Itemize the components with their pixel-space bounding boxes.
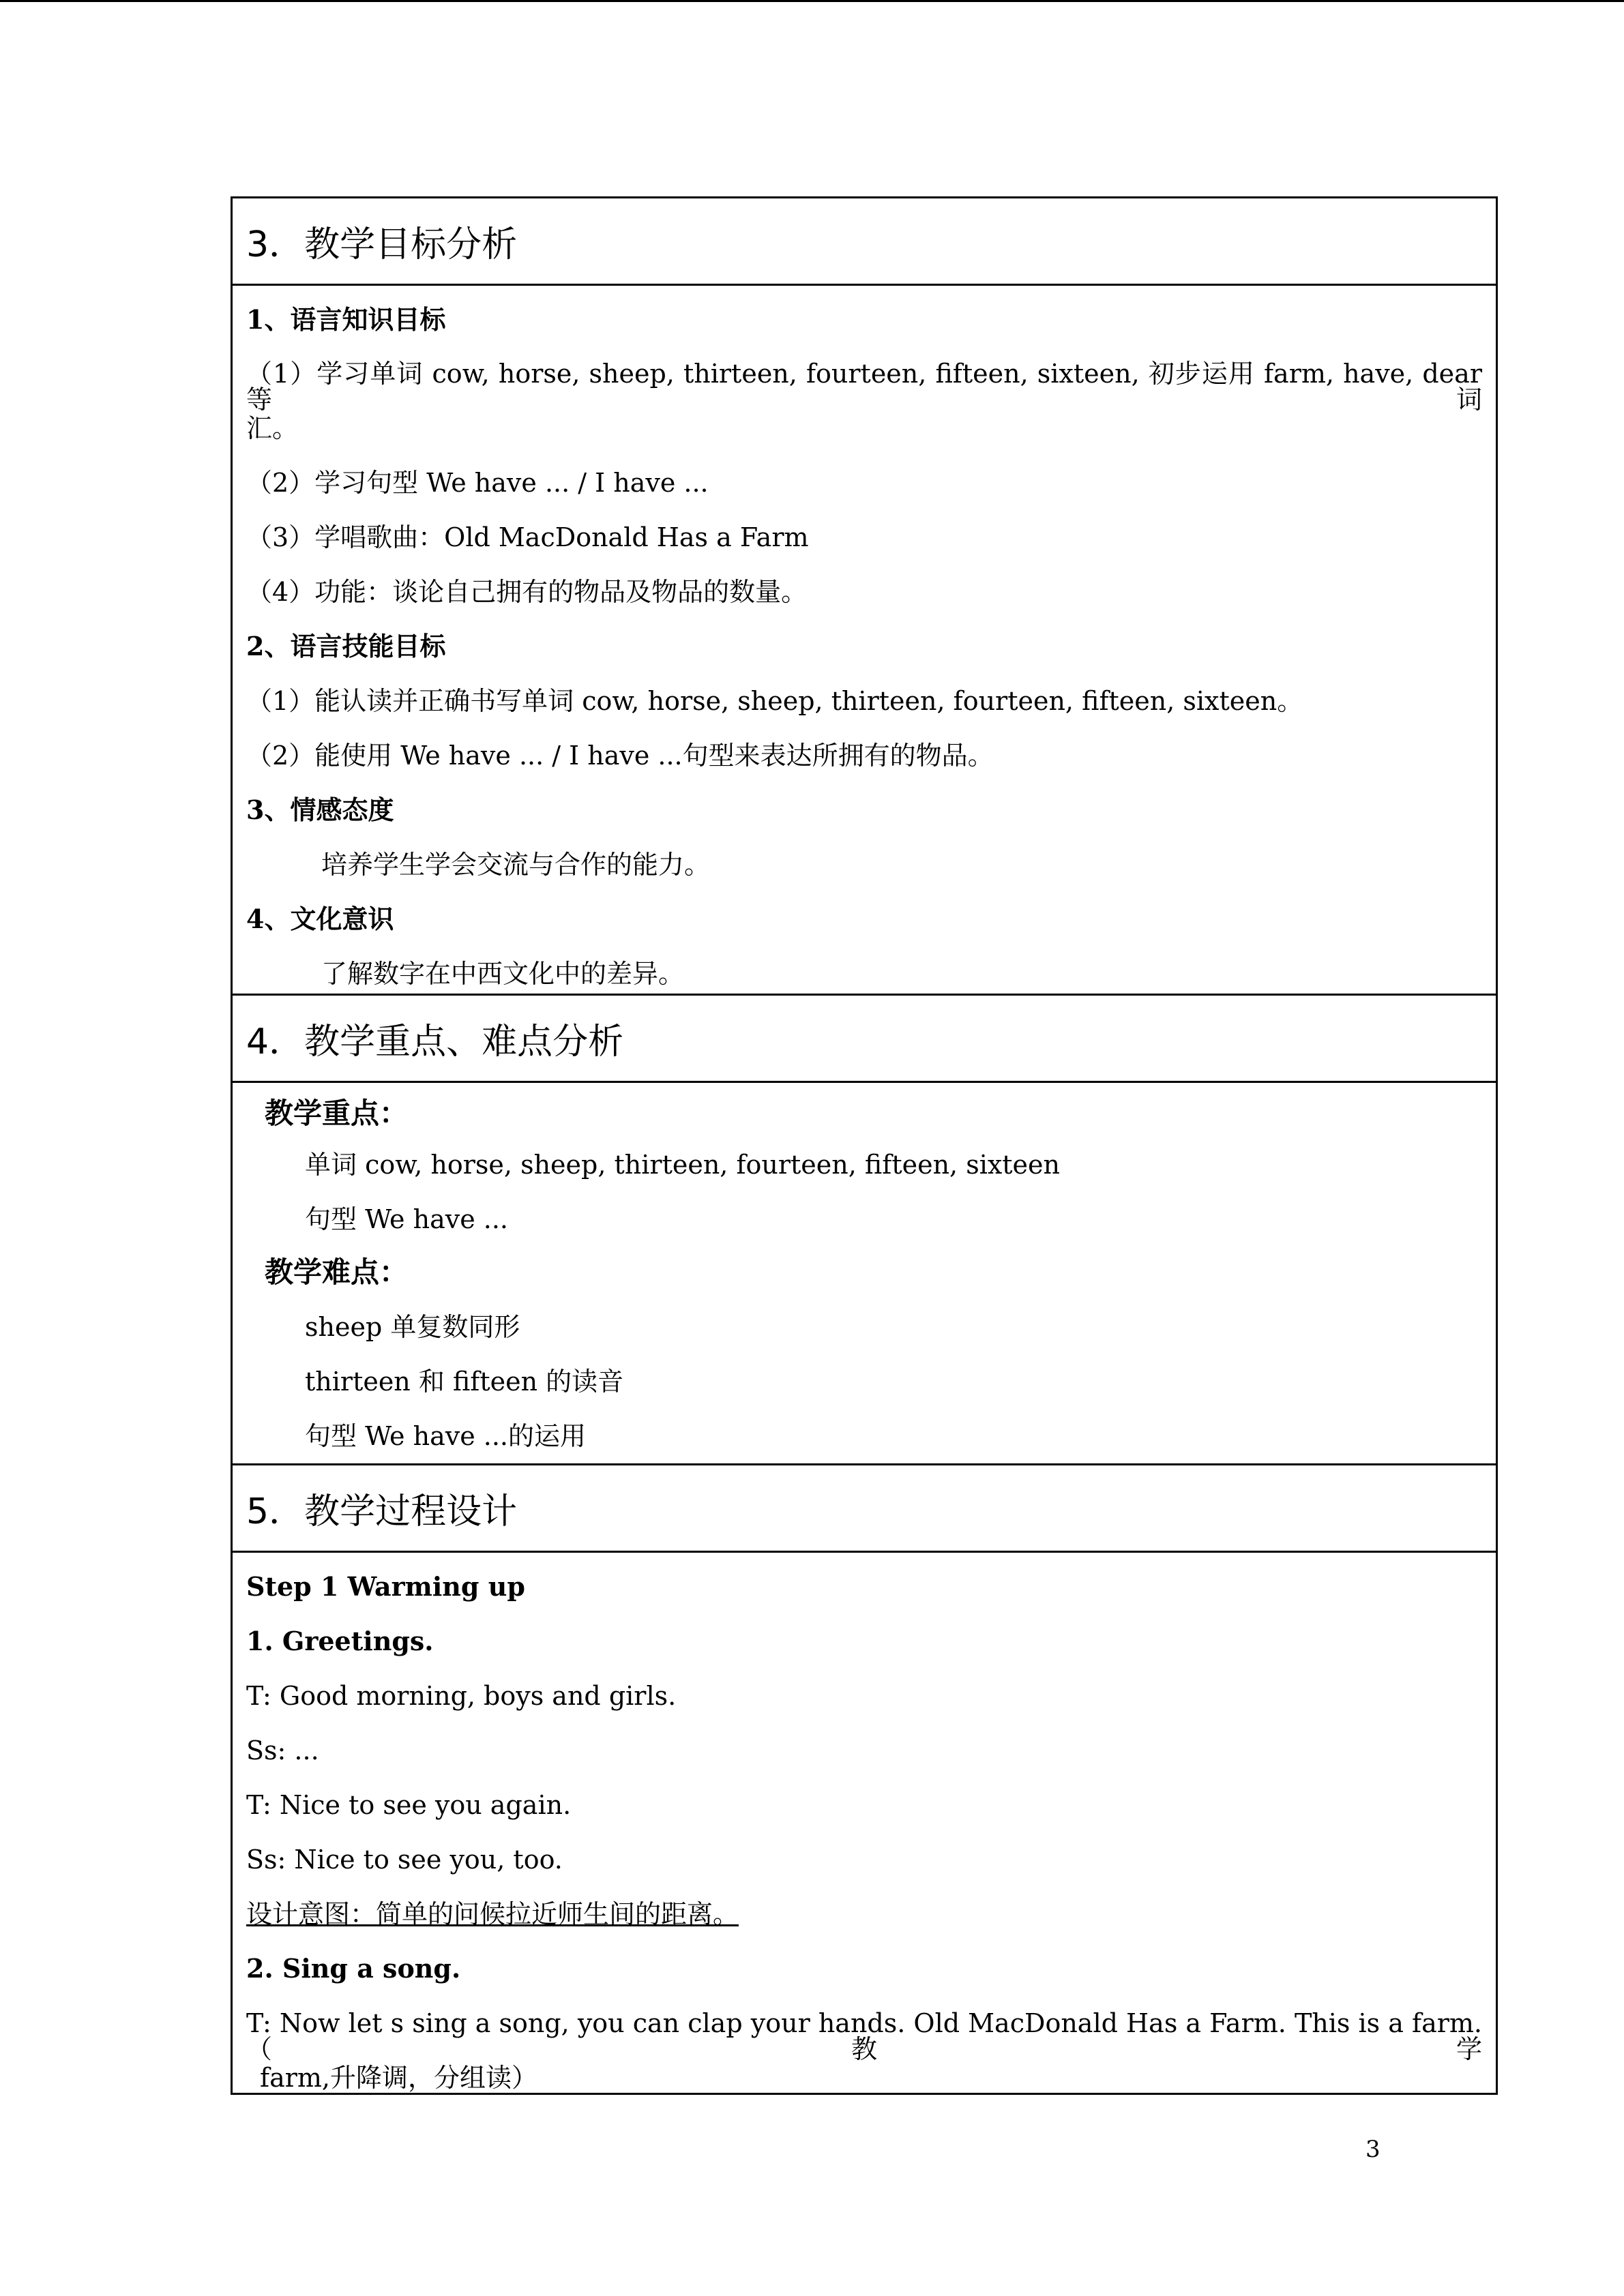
key-points-heading: 教学重点：: [265, 1097, 409, 1130]
knowledge-item-2: （2）学习句型 We have ... / I have ...: [246, 468, 709, 498]
difficult-points-heading: 教学难点：: [265, 1255, 409, 1289]
knowledge-item-3: （3）学唱歌曲：Old MacDonald Has a Farm: [246, 522, 809, 552]
dialogue-line-1: T: Good morning, boys and girls.: [246, 1681, 677, 1711]
page-number: 3: [1365, 2136, 1381, 2163]
language-knowledge-heading: 1、语言知识目标: [246, 304, 446, 335]
dialogue-line-3: T: Nice to see you again.: [246, 1790, 572, 1820]
greetings-heading: 1. Greetings.: [246, 1626, 434, 1656]
culture-heading: 4、文化意识: [246, 904, 394, 934]
top-rule: [0, 0, 1624, 2]
section-4-title: 4．教学重点、难点分析: [246, 1022, 624, 1062]
section-3-header: [233, 198, 1496, 286]
difficult-point-2: thirteen 和 fifteen 的读音: [305, 1367, 624, 1397]
key-point-2: 句型 We have ...: [305, 1204, 509, 1234]
skill-item-1: （1）能认读并正确书写单词 cow, horse, sheep, thirteen, fourteen, fifteen, sixteen。: [246, 686, 1303, 716]
knowledge-item-1-line-2: 汇。: [246, 413, 299, 443]
difficult-point-1: sheep 单复数同形: [305, 1312, 520, 1342]
knowledge-item-4: （4）功能：谈论自己拥有的物品及物品的数量。: [246, 577, 808, 607]
attitude-text: 培养学生学会交流与合作的能力。: [321, 850, 711, 880]
language-skill-heading: 2、语言技能目标: [246, 631, 446, 661]
key-point-1: 单词 cow, horse, sheep, thirteen, fourteen, fifteen, sixteen: [305, 1150, 1061, 1180]
section-5-header: [233, 1463, 1496, 1553]
culture-text: 了解数字在中西文化中的差异。: [321, 959, 685, 989]
song-instruction-line-2: farm,升降调，分组读）: [260, 2063, 537, 2093]
dialogue-line-2: Ss: ...: [246, 1735, 319, 1765]
skill-item-2: （2）能使用 We have ... / I have ...句型来表达所拥有的物品。: [246, 741, 994, 771]
step-1-heading: Step 1 Warming up: [246, 1571, 525, 1602]
lesson-plan-table: [231, 196, 1498, 2095]
song-instruction-line-1: T: Now let s sing a song, you can clap your hands. Old MacDonald Has a Farm. This is a farm.（教学: [246, 2008, 1482, 2064]
section-5-title: 5．教学过程设计: [246, 1491, 518, 1532]
knowledge-item-1-line-1: （1）学习单词 cow, horse, sheep, thirteen, fourteen, fifteen, sixteen, 初步运用 farm, have, dear 等词: [246, 359, 1482, 415]
design-intent-note: 设计意图：简单的问候拉近师生间的距离。: [246, 1899, 739, 1929]
section-4-header: [233, 994, 1496, 1083]
sing-song-heading: 2. Sing a song.: [246, 1953, 461, 1984]
difficult-point-3: 句型 We have ...的运用: [305, 1421, 587, 1451]
dialogue-line-4: Ss: Nice to see you, too.: [246, 1845, 563, 1875]
attitude-heading: 3、情感态度: [246, 794, 394, 825]
section-3-title: 3．教学目标分析: [246, 224, 518, 265]
